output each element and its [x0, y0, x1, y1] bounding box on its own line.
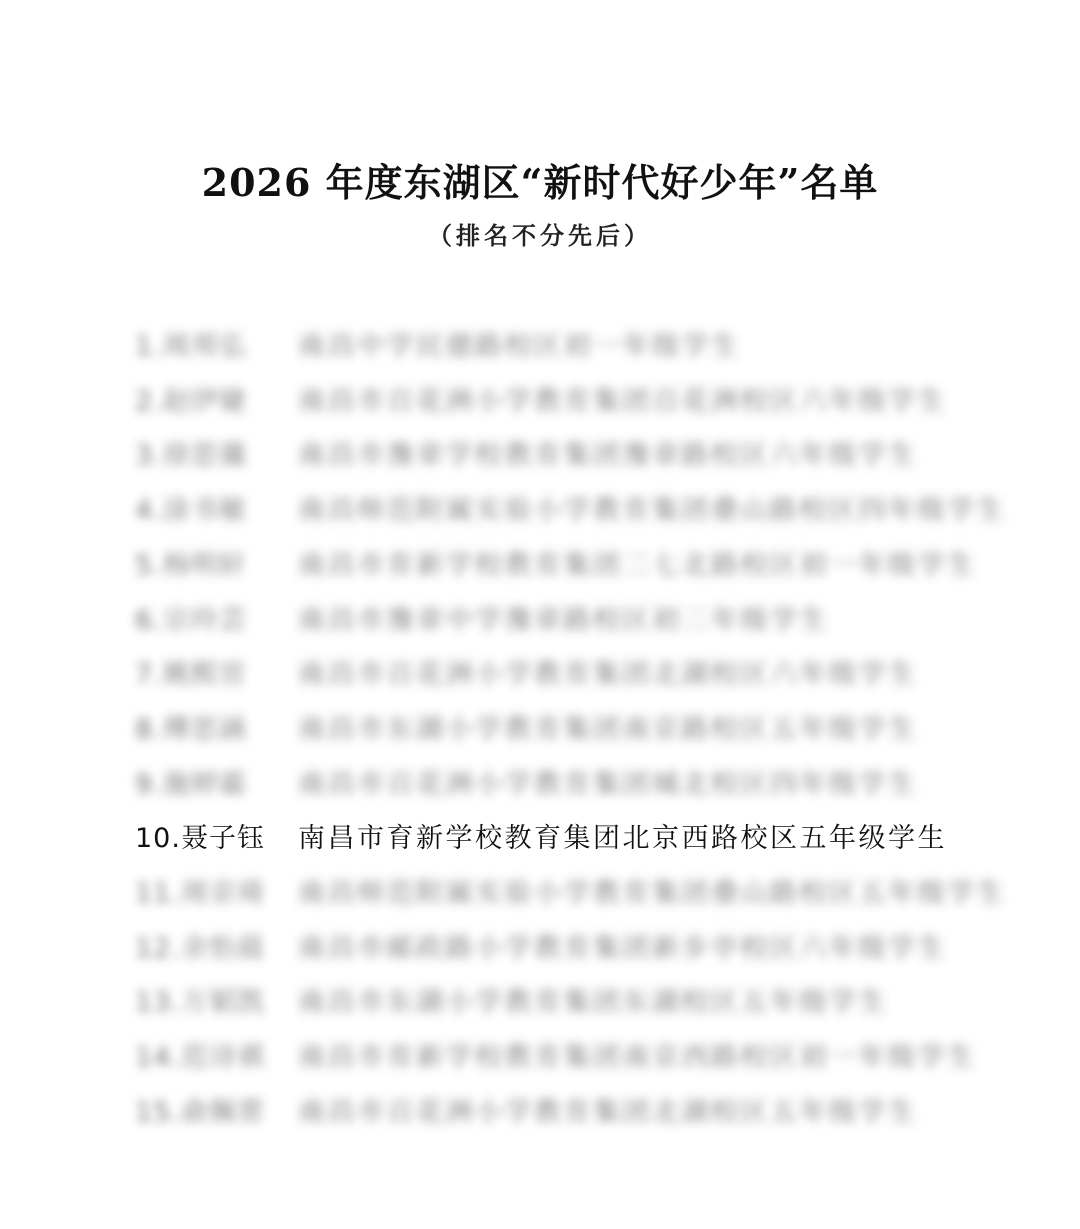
- entry-index-name: 10.聂子钰: [135, 823, 265, 854]
- entry-school: 南昌市百花洲小学教育集团百花洲校区六年级学生: [298, 386, 947, 417]
- entry-index-name: 1.周邦弘: [135, 331, 247, 362]
- entry-index-name: 3.徐思儀: [135, 440, 247, 471]
- entry-index-name: 2.赵伊婕: [135, 386, 247, 417]
- entry-school: 南昌市东湖小学教育集团东湖校区五年级学生: [298, 987, 888, 1018]
- list-item: [0, 817, 1080, 861]
- list-item: [0, 763, 1080, 807]
- list-item: [0, 1036, 1080, 1080]
- list-item: [0, 1091, 1080, 1135]
- entry-school: 南昌市豫章学校教育集团豫章路校区六年级学生: [298, 440, 918, 471]
- entry-index-name: 7.姚熙官: [135, 659, 247, 690]
- entry-school: 南昌市东湖小学教育集团南京路校区五年级学生: [298, 714, 918, 745]
- entry-school: 南昌市百花洲小学教育集团城北校区四年级学生: [298, 769, 918, 800]
- entry-school: 南昌师范附属实验小学教育集团叠山路校区四年级学生: [298, 495, 1006, 526]
- document-subtitle: （排名不分先后）: [428, 222, 652, 250]
- entry-school: 南昌中学民德路校区初一年级学生: [298, 331, 741, 362]
- document-title: 2026 年度东湖区“新时代好少年”名单: [201, 160, 879, 205]
- list-item: [0, 489, 1080, 533]
- list-item: [0, 544, 1080, 588]
- list-item: [0, 599, 1080, 643]
- entry-school: 南昌市邮政路小学教育集团新步亭校区六年级学生: [298, 933, 947, 964]
- entry-index-name: 14.范诗祺: [135, 1042, 265, 1073]
- list-item: [0, 927, 1080, 971]
- entry-index-name: 4.涂书敏: [135, 495, 247, 526]
- list-item: [0, 708, 1080, 752]
- list-item: [0, 653, 1080, 697]
- entry-index-name: 8.傅思涵: [135, 714, 247, 745]
- entry-school: 南昌市百花洲小学教育集团北湖校区五年级学生: [298, 1097, 918, 1128]
- entry-index-name: 15.俞佩菅: [135, 1097, 265, 1128]
- entry-school: 南昌市百花洲小学教育集团北湖校区六年级学生: [298, 659, 918, 690]
- entry-school: 南昌市育新学校教育集团北京西路校区五年级学生: [298, 823, 947, 854]
- entry-index-name: 13.万韬凯: [135, 987, 265, 1018]
- entry-index-name: 9.施婷霜: [135, 769, 247, 800]
- list-item: [0, 872, 1080, 916]
- entry-school: 南昌市育新学校教育集团南京西路校区初一年级学生: [298, 1042, 977, 1073]
- entry-school: 南昌市育新学校教育集团二七北路校区初一年级学生: [298, 550, 977, 581]
- entry-index-name: 12.余怡晨: [135, 933, 265, 964]
- entry-school: 南昌市豫章中学豫章路校区初二年级学生: [298, 605, 829, 636]
- entry-index-name: 5.杨明轩: [135, 550, 247, 581]
- list-item: [0, 981, 1080, 1025]
- entry-index-name: 11.周京琦: [135, 878, 265, 909]
- list-item: [0, 380, 1080, 424]
- list-item: [0, 325, 1080, 369]
- list-item: [0, 434, 1080, 478]
- entry-school: 南昌师范附属实验小学教育集团叠山路校区五年级学生: [298, 878, 1006, 909]
- entry-index-name: 6.宗玲芸: [135, 605, 247, 636]
